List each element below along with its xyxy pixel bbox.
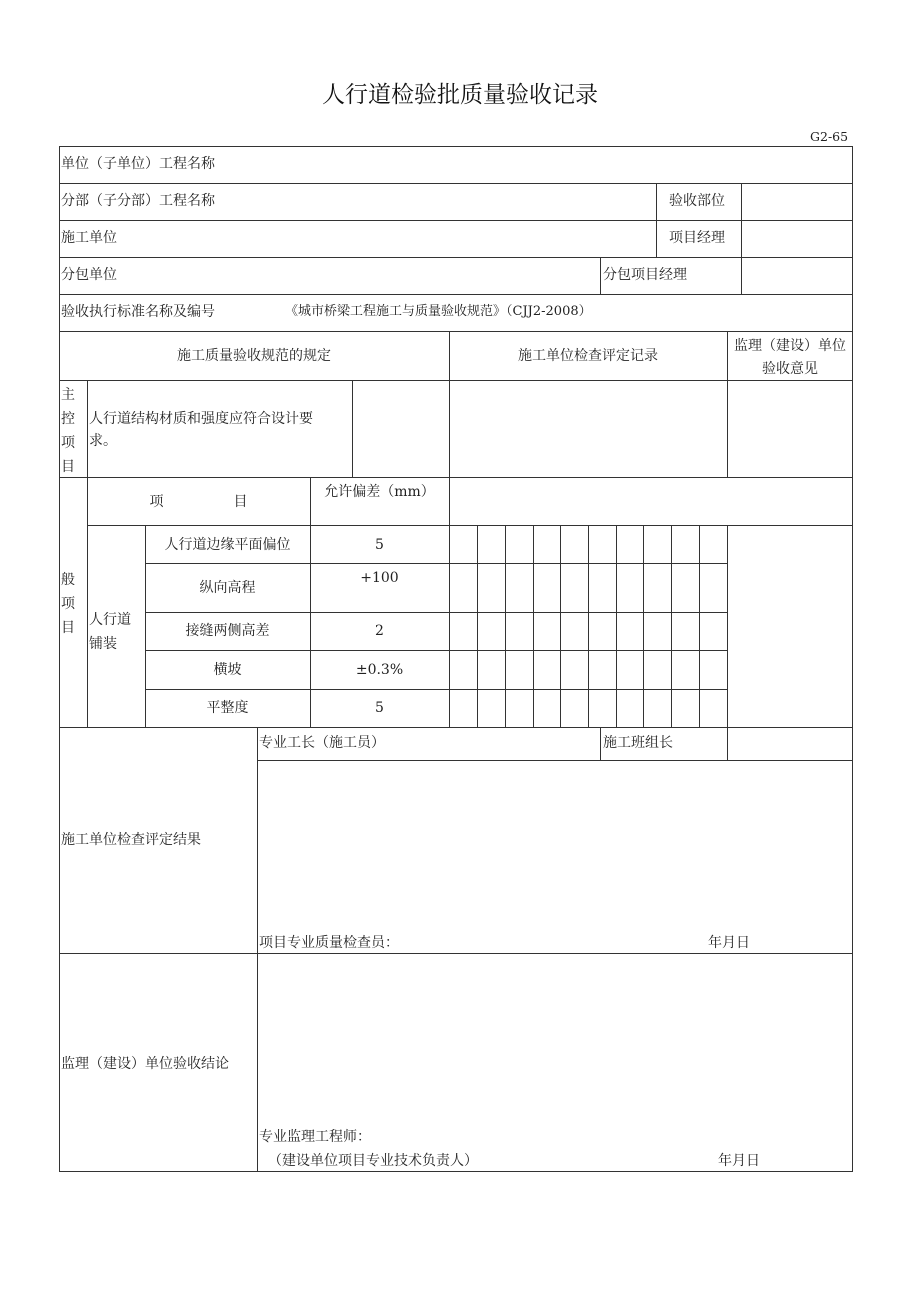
col-line bbox=[87, 380, 88, 727]
col-line bbox=[477, 525, 478, 727]
row-line bbox=[145, 612, 727, 613]
project-manager-label: 项目经理 bbox=[669, 230, 725, 246]
col-line bbox=[699, 525, 700, 727]
col-line bbox=[257, 727, 258, 1172]
row-line bbox=[59, 727, 853, 728]
subcontract-manager-label: 分包项目经理 bbox=[603, 267, 687, 283]
inspection-date: 年月日 bbox=[708, 935, 750, 951]
col-line bbox=[505, 525, 506, 727]
item-label: 横坡 bbox=[213, 662, 242, 678]
standard-value: 《城市桥梁工程施工与质量验收规范》（CJJ2-2008） bbox=[285, 304, 592, 319]
col-line bbox=[600, 727, 601, 760]
col-line bbox=[727, 525, 728, 727]
item-label: 人行道边缘平面偏位 bbox=[164, 537, 291, 553]
row-line bbox=[87, 525, 853, 526]
col-line bbox=[449, 331, 450, 727]
row-line bbox=[59, 380, 853, 381]
row-line bbox=[145, 650, 727, 651]
acceptance-part-label: 验收部位 bbox=[669, 193, 725, 209]
page-title: 人行道检验批质量验收记录 bbox=[322, 82, 598, 108]
main-control-text-line2: 求。 bbox=[89, 433, 117, 449]
col-line bbox=[352, 380, 353, 477]
col-line bbox=[616, 525, 617, 727]
tolerance-value: 5 bbox=[375, 700, 384, 716]
inspection-result-label: 施工单位检查评定结果 bbox=[61, 832, 201, 848]
tolerance-header: 允许偏差（mm） bbox=[324, 484, 435, 500]
construction-unit-label: 施工单位 bbox=[61, 230, 117, 246]
subcontractor-label: 分包单位 bbox=[61, 267, 117, 283]
col-line bbox=[588, 525, 589, 727]
row-line bbox=[59, 331, 853, 332]
foreman-label: 专业工长（施工员） bbox=[259, 735, 385, 751]
item-label: 接缝两侧高差 bbox=[185, 623, 270, 639]
item-header: 项 目 bbox=[149, 494, 248, 510]
spec-column-header: 施工质量验收规范的规定 bbox=[177, 348, 331, 364]
supervision-date: 年月日 bbox=[718, 1153, 760, 1169]
unit-project-name-label: 单位（子单位）工程名称 bbox=[61, 156, 215, 172]
row-line bbox=[59, 183, 853, 184]
col-line bbox=[643, 525, 644, 727]
main-control-text-line1: 人行道结构材质和强度应符合设计要 bbox=[89, 411, 313, 427]
tolerance-value: 5 bbox=[375, 537, 384, 553]
item-label: 纵向高程 bbox=[199, 580, 256, 596]
col-line bbox=[671, 525, 672, 727]
row-line bbox=[59, 220, 853, 221]
form-table bbox=[59, 146, 853, 1172]
col-line bbox=[727, 727, 728, 760]
col-line bbox=[533, 525, 534, 727]
general-items-label: 般项目 bbox=[61, 572, 75, 636]
tolerance-value: +100 bbox=[360, 570, 399, 586]
team-leader-label: 施工班组长 bbox=[603, 735, 673, 751]
col-line bbox=[741, 183, 742, 294]
form-code: G2-65 bbox=[810, 129, 849, 144]
division-project-name-label: 分部（子分部）工程名称 bbox=[61, 193, 215, 209]
row-line bbox=[145, 689, 727, 690]
tolerance-value: ±0.3% bbox=[355, 662, 404, 678]
quality-inspector-label: 项目专业质量检查员： bbox=[259, 935, 399, 951]
col-line bbox=[600, 257, 601, 294]
row-line bbox=[59, 257, 853, 258]
item-label: 平整度 bbox=[206, 700, 249, 716]
record-column-header: 施工单位检查评定记录 bbox=[518, 348, 658, 364]
standard-label: 验收执行标准名称及编号 bbox=[61, 304, 215, 320]
row-line bbox=[59, 477, 853, 478]
row-line bbox=[59, 953, 853, 954]
col-line bbox=[310, 477, 311, 727]
opinion-column-header-line2: 验收意见 bbox=[762, 361, 818, 377]
tolerance-value: 2 bbox=[375, 623, 384, 639]
supervising-engineer-label: 专业监理工程师： bbox=[259, 1129, 371, 1145]
row-line bbox=[145, 563, 727, 564]
owner-representative-label: （建设单位项目专业技术负责人） bbox=[268, 1153, 478, 1169]
opinion-column-header-line1: 监理（建设）单位 bbox=[734, 338, 846, 354]
col-line bbox=[656, 183, 657, 257]
supervision-conclusion-label: 监理（建设）单位验收结论 bbox=[61, 1056, 229, 1072]
row-line bbox=[59, 294, 853, 295]
category-label: 人行道铺装 bbox=[89, 612, 131, 652]
col-line bbox=[560, 525, 561, 727]
main-control-label: 主控项目 bbox=[61, 387, 75, 475]
row-line bbox=[257, 760, 853, 761]
